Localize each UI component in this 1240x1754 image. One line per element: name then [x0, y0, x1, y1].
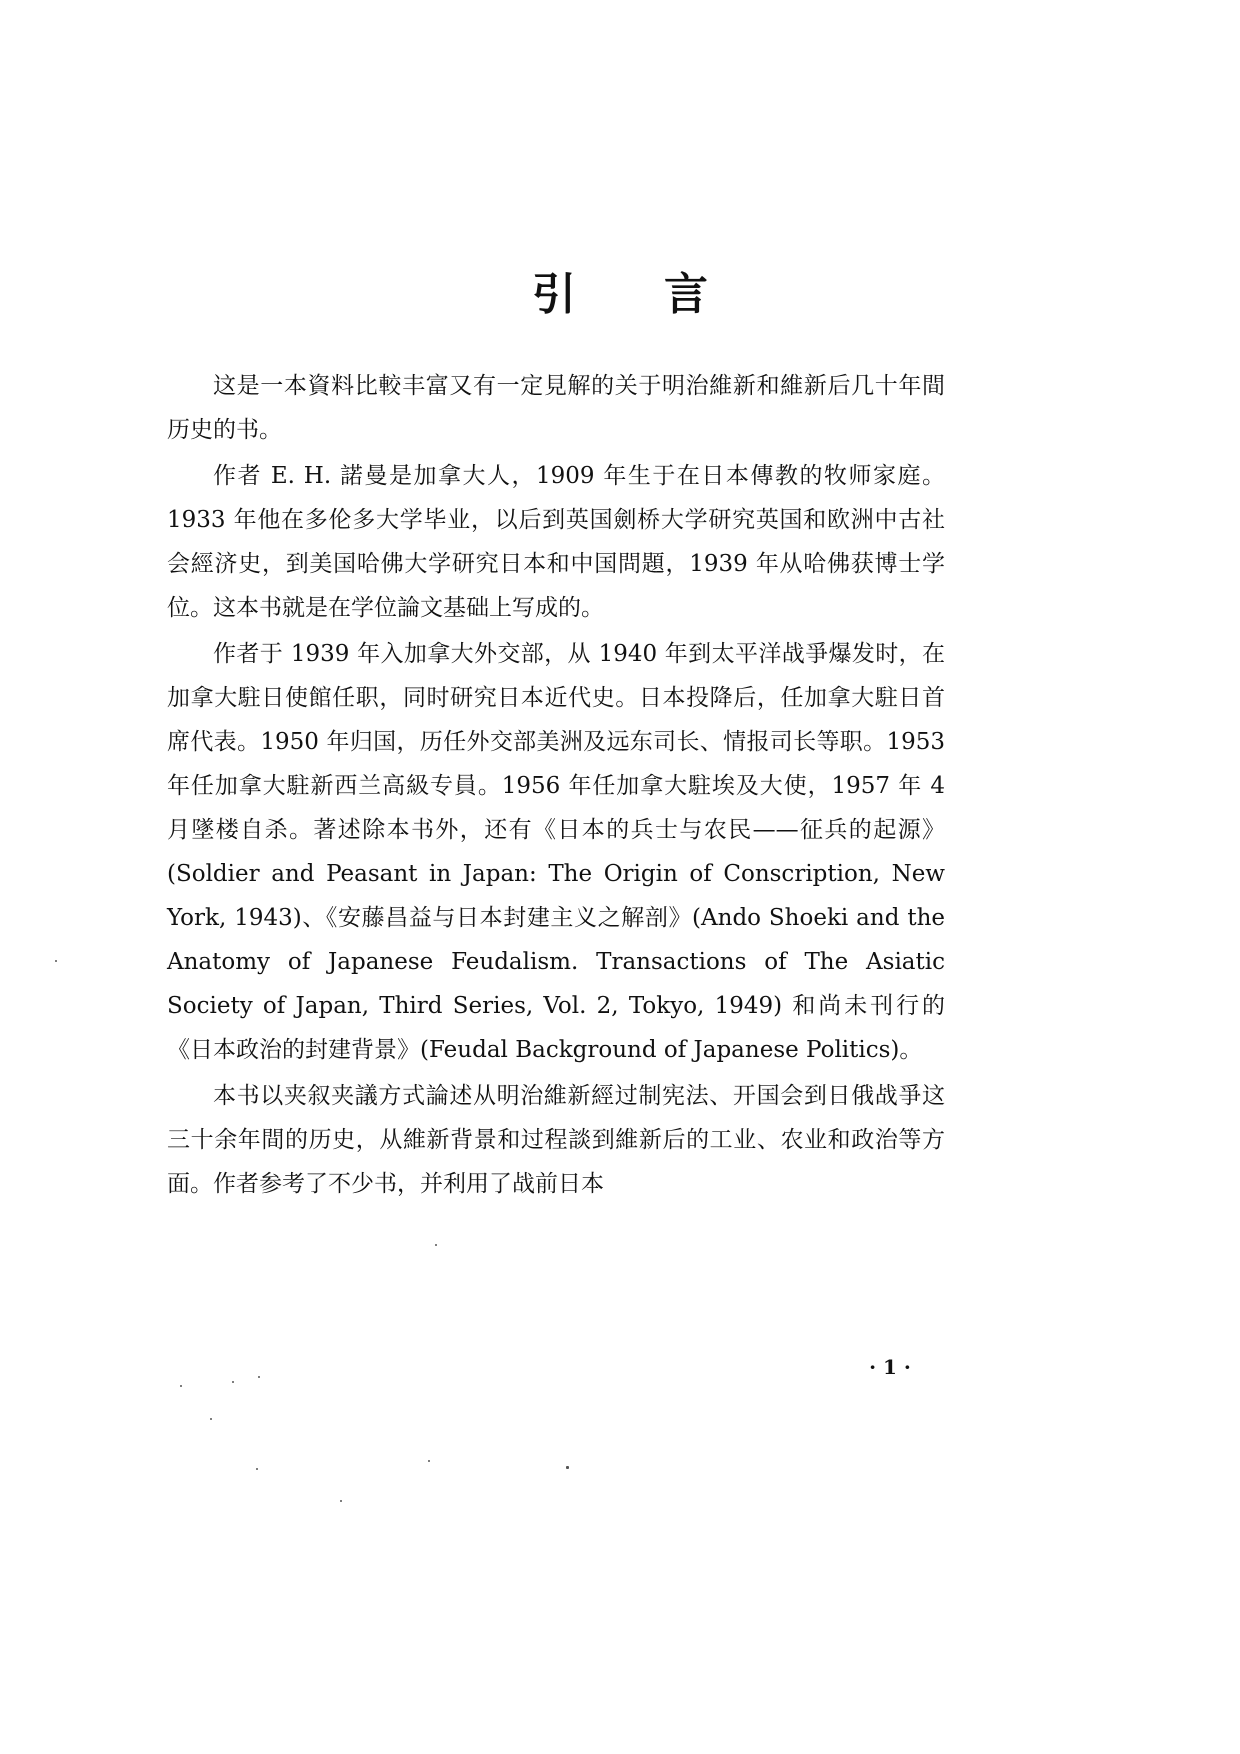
title-char-2: 言 — [664, 269, 708, 320]
paragraph-career: 作者于 1939 年入加拿大外交部，从 1940 年到太平洋战爭爆发时，在加拿大駐日使館任职，同时研究日本近代史。日本投降后，任加拿大駐日首席代表。1950 年归国，历任外交部美洲及远东司长、情报司长等职。1953 年任加拿大駐新西兰高級专員。1956 年任加拿大駐埃及大使，1957 年 4 月墜楼自杀。著述除本书外，还有《日本的兵士与农民——征兵的起源》(Soldier and Peasant in Japan: The Origin of Conscription, New York, 1943)、《安藤昌益与日本封建主义之解剖》(Ando Shoeki and the Anatomy of Japanese Feudalism. Transactions of The Asiatic Society of Japan, Third Series, Vol. 2, Tokyo, 1949) 和尚未刊行的《日本政治的封建背景》(Feudal Background of Japanese Politics)。 — [167, 641, 945, 1063]
scan-speck — [210, 1418, 212, 1420]
scan-speck — [340, 1500, 342, 1502]
scan-speck — [258, 1376, 260, 1378]
paragraph-book-summary: 本书以夹叙夹議方式論述从明治維新經过制宪法、开国会到日俄战爭这三十余年間的历史，从維新背景和过程談到維新后的工业、农业和政治等方面。作者参考了不少书，并利用了战前日本 — [167, 1083, 945, 1197]
body-text — [167, 364, 945, 1206]
scan-speck — [435, 1244, 437, 1246]
title-char-1: 引 — [532, 269, 576, 320]
page-title — [0, 258, 1240, 322]
scan-speck — [566, 1466, 569, 1469]
scan-speck — [232, 1381, 234, 1383]
paragraph-author-bio: 作者 E. H. 諾曼是加拿大人，1909 年生于在日本傳教的牧师家庭。1933 年他在多伦多大学毕业，以后到英国劍桥大学研究英国和欧洲中古社会經济史，到美国哈佛大学研究日本和中国問題，1939 年从哈佛获博士学位。这本书就是在学位論文基础上写成的。 — [167, 463, 945, 621]
scan-speck — [256, 1468, 258, 1470]
page-number: · 1 · — [869, 1355, 911, 1379]
scan-speck — [180, 1385, 182, 1387]
scan-speck — [428, 1460, 430, 1462]
paragraph-intro: 这是一本資料比較丰富又有一定見解的关于明治維新和維新后几十年間历史的书。 — [167, 373, 945, 443]
scan-speck — [55, 960, 57, 962]
